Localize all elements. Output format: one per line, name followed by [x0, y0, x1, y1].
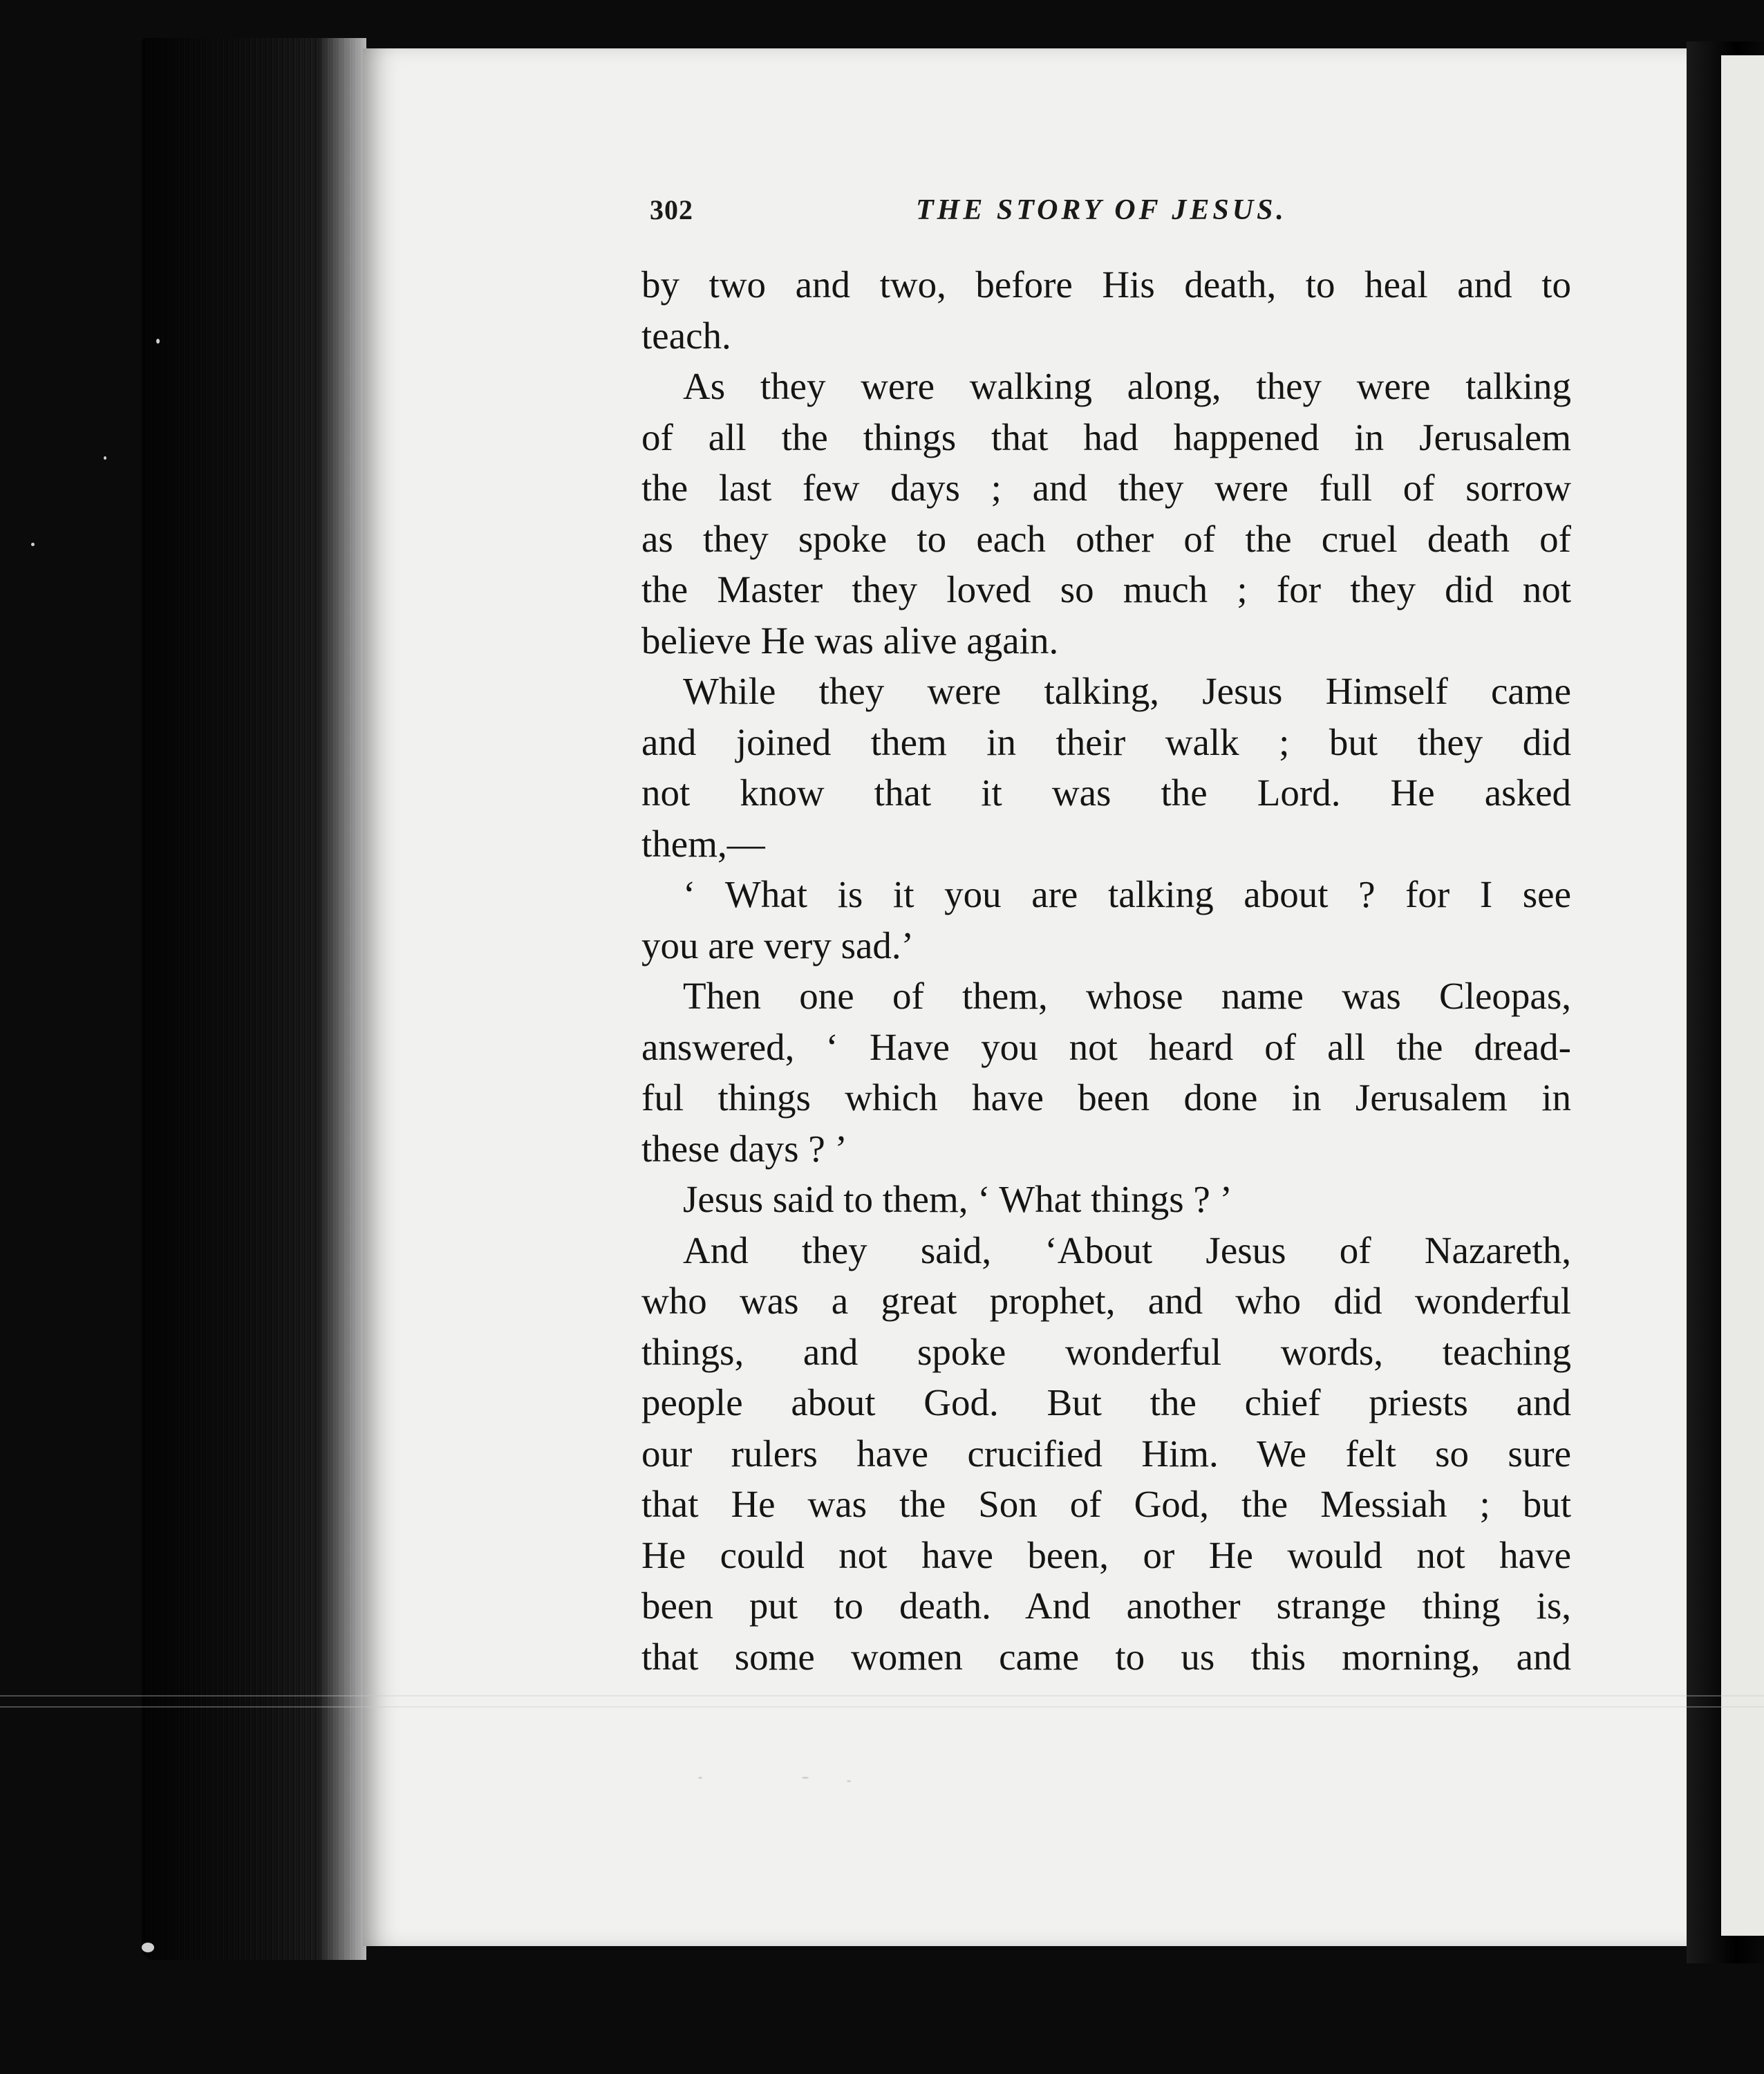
text-line: these days ? ’: [641, 1127, 847, 1170]
scan-artifact-line: [0, 1695, 1764, 1697]
text-line: not know that it was the Lord. He asked: [641, 772, 1571, 814]
text-line: Jesus said to them, ‘ What things ? ’: [683, 1178, 1232, 1220]
text-line: Then one of them, whose name was Cleopas,: [683, 975, 1571, 1017]
text-line: and joined them in their walk ; but they did: [641, 720, 1571, 763]
text-line: the last few days ; and they were full of sorrow: [641, 467, 1571, 509]
text-line: answered, ‘ Have you not heard of all the dread-: [641, 1025, 1571, 1068]
text-line: by two and two, before His death, to heal and to: [641, 263, 1571, 306]
text-line: ‘ What is it you are talking about ? for I see: [683, 873, 1571, 915]
scan-artifact-line: [0, 1706, 1764, 1708]
book-page-edges: [142, 38, 366, 1960]
text-line: that He was the Son of God, the Messiah ; but: [641, 1483, 1571, 1525]
text-line: that some women came to us this morning, and: [641, 1635, 1571, 1678]
body-text: [641, 259, 1571, 1682]
text-line: teach.: [641, 314, 731, 357]
text-line: them,—: [641, 822, 765, 865]
text-line: who was a great prophet, and who did wonderful: [641, 1280, 1571, 1322]
text-line: He could not have been, or He would not have: [641, 1533, 1571, 1576]
page-number: 302: [650, 194, 693, 225]
page-header: [650, 194, 1569, 235]
text-line: people about God. But the chief priests and: [641, 1381, 1571, 1423]
text-line: our rulers have crucified Him. We felt so sure: [641, 1432, 1571, 1475]
text-line: ful things which have been done in Jerusalem in: [641, 1076, 1571, 1119]
text-line: of all the things that had happened in Jerusalem: [641, 415, 1571, 458]
text-line: as they spoke to each other of the cruel death of: [641, 517, 1571, 560]
text-line: things, and spoke wonderful words, teaching: [641, 1330, 1571, 1373]
text-line: been put to death. And another strange thing is,: [641, 1585, 1571, 1627]
text-line: And they said, ‘About Jesus of Nazareth,: [683, 1228, 1571, 1271]
text-line: believe He was alive again.: [641, 619, 1059, 662]
text-line: While they were talking, Jesus Himself came: [683, 670, 1571, 712]
running-head: THE STORY OF JESUS.: [916, 194, 1287, 226]
text-line: As they were walking along, they were talking: [683, 365, 1571, 407]
text-line: you are very sad.’: [641, 924, 914, 966]
text-line: the Master they loved so much ; for they did not: [641, 568, 1571, 610]
facing-page-sliver: [1721, 55, 1764, 1936]
